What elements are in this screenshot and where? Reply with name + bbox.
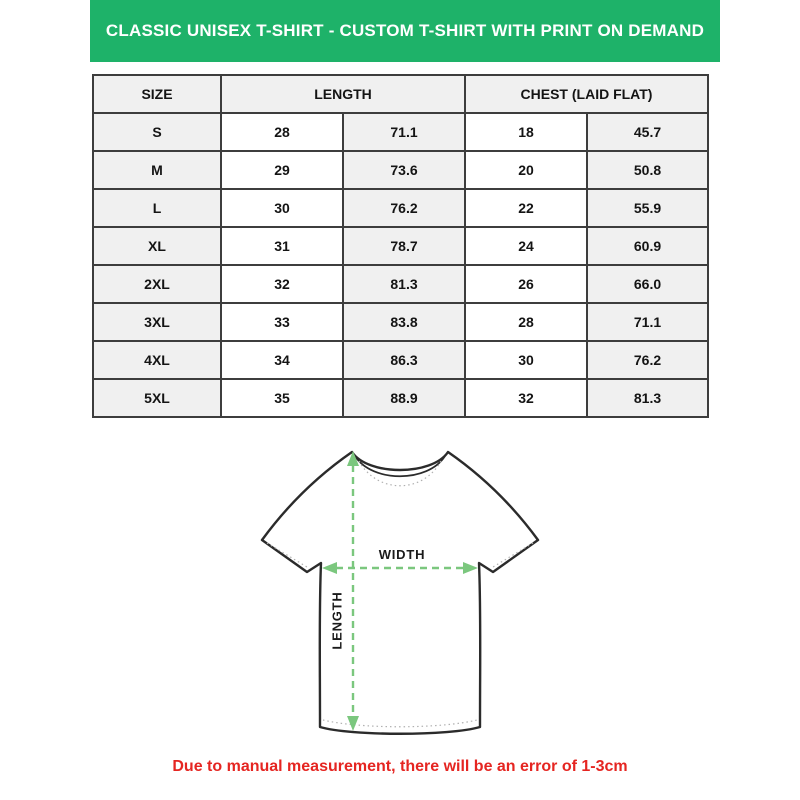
length-cm-cell: 76.2 [343, 189, 465, 227]
length-cm-cell: 88.9 [343, 379, 465, 417]
chest-in-cell: 22 [465, 189, 587, 227]
table-row [93, 341, 708, 379]
length-in-cell: 35 [221, 379, 343, 417]
size-cell: 4XL [93, 341, 221, 379]
chest-in-cell: 24 [465, 227, 587, 265]
chest-in-cell: 28 [465, 303, 587, 341]
length-label: LENGTH [329, 591, 345, 650]
table-row [93, 189, 708, 227]
table-row [93, 113, 708, 151]
size-chart-table [92, 74, 709, 418]
length-in-cell: 29 [221, 151, 343, 189]
chest-in-cell: 18 [465, 113, 587, 151]
length-in-cell: 31 [221, 227, 343, 265]
length-in-cell: 30 [221, 189, 343, 227]
chest-cm-cell: 45.7 [587, 113, 708, 151]
chest-cm-cell: 71.1 [587, 303, 708, 341]
chest-in-cell: 20 [465, 151, 587, 189]
chest-cm-cell: 50.8 [587, 151, 708, 189]
size-cell: 3XL [93, 303, 221, 341]
length-cm-cell: 83.8 [343, 303, 465, 341]
chest-cm-cell: 60.9 [587, 227, 708, 265]
chest-in-cell: 32 [465, 379, 587, 417]
chest-cm-cell: 76.2 [587, 341, 708, 379]
chest-cm-cell: 66.0 [587, 265, 708, 303]
size-cell: 5XL [93, 379, 221, 417]
table-row [93, 265, 708, 303]
length-cm-cell: 71.1 [343, 113, 465, 151]
table-header-row [93, 75, 708, 113]
size-cell: S [93, 113, 221, 151]
width-label: WIDTH [378, 547, 426, 562]
length-cm-cell: 78.7 [343, 227, 465, 265]
length-cm-cell: 81.3 [343, 265, 465, 303]
length-in-cell: 33 [221, 303, 343, 341]
length-in-cell: 34 [221, 341, 343, 379]
header-length: LENGTH [221, 75, 465, 113]
table-row [93, 151, 708, 189]
chest-cm-cell: 81.3 [587, 379, 708, 417]
header-chest: CHEST (LAID FLAT) [465, 75, 708, 113]
tshirt-outline [262, 452, 538, 734]
table-row [93, 227, 708, 265]
size-chart-table-wrap [92, 74, 709, 418]
length-in-cell: 32 [221, 265, 343, 303]
tshirt-diagram [244, 438, 556, 750]
chest-cm-cell: 55.9 [587, 189, 708, 227]
length-cm-cell: 73.6 [343, 151, 465, 189]
measurement-error-note: Due to manual measurement, there will be an error of 1-3cm [172, 758, 628, 775]
table-row [93, 379, 708, 417]
header-size: SIZE [93, 75, 221, 113]
size-cell: M [93, 151, 221, 189]
size-cell: XL [93, 227, 221, 265]
chest-in-cell: 26 [465, 265, 587, 303]
chest-in-cell: 30 [465, 341, 587, 379]
size-cell: 2XL [93, 265, 221, 303]
title-banner [90, 0, 720, 62]
table-row [93, 303, 708, 341]
page-title: CLASSIC UNISEX T-SHIRT - CUSTOM T-SHIRT WITH PRINT ON DEMAND [105, 21, 705, 40]
length-cm-cell: 86.3 [343, 341, 465, 379]
size-cell: L [93, 189, 221, 227]
length-in-cell: 28 [221, 113, 343, 151]
